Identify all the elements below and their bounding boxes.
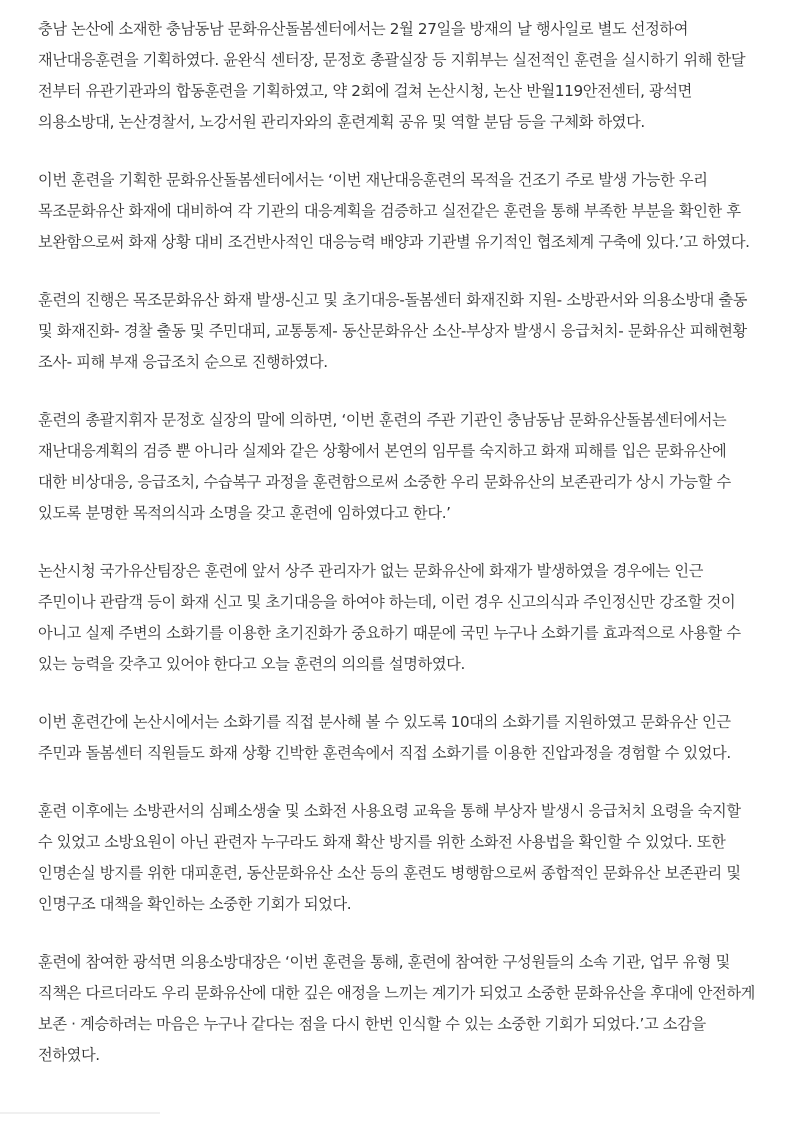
paragraph-1: 충남 논산에 소재한 충남동남 문화유산돌봄센터에서는 2월 27일을 방재의 날 행사일로 별도 선정하여 재난대응훈련을 기획하였다. 윤완식 센터장, 문정호 총괄실장 등 지휘부는 실전적인 훈련을 실시하기 위해 한달 전부터 유관기관과의 합동훈련을 기획하였고, 약 2회에 걸쳐 논산시청, 논산 반월119안전센터, 광석면 의용소방대, 논산경찰서, 노강서원 관리자와의 훈련계획 공유 및 역할 분담 등을 구체화 하였다. (38, 20, 746, 131)
paragraph-8: 훈련에 참여한 광석면 의용소방대장은 ‘이번 훈련을 통해, 훈련에 참여한 구성원들의 소속 기관, 업무 유형 및 직책은 다르더라도 우리 문화유산에 대한 깊은 애정을 느끼는 계기가 되었고 소중한 문화유산을 후대에 안전하게 보존 · 계승하려는 마음은 누구나 같다는 점을 다시 한번 인식할 수 있는 소중한 기회가 되었다.’고 소감을 전하였다. (38, 953, 755, 1064)
paragraph-5: 논산시청 국가유산팀장은 훈련에 앞서 상주 관리자가 없는 문화유산에 화재가 발생하였을 경우에는 인근 주민이나 관람객 등이 화재 신고 및 초기대응을 하여야 하는데, 이런 경우 신고의식과 주인정신만 강조할 것이 아니고 실제 주변의 소화기를 이용한 초기진화가 중요하기 때문에 국민 누구나 소화기를 효과적으로 사용할 수 있는 능력을 갖추고 있어야 한다고 오늘 훈련의 의의를 설명하였다. (38, 562, 741, 673)
paragraph-7: 훈련 이후에는 소방관서의 심폐소생술 및 소화전 사용요령 교육을 통해 부상자 발생시 응급처치 요령을 숙지할 수 있었고 소방요원이 아닌 관련자 누구라도 화재 확산 방지를 위한 소화전 사용법을 확인할 수 있었다. 또한 인명손실 방지를 위한 대피훈련, 동산문화유산 소산 등의 훈련도 병행함으로써 종합적인 문화유산 보존관리 및 인명구조 대책을 확인하는 소중한 기회가 되었다. (38, 802, 741, 913)
article-body (38, 14, 756, 1098)
paragraph-2: 이번 훈련을 기획한 문화유산돌봄센터에서는 ‘이번 재난대응훈련의 목적을 건조기 주로 발생 가능한 우리 목조문화유산 화재에 대비하여 각 기관의 대응계획을 검증하고 실전같은 훈련을 통해 부족한 부분을 확인한 후 보완함으로써 화재 상황 대비 조건반사적인 대응능력 배양과 기관별 유기적인 협조체계 구축에 있다.’고 하였다. (38, 171, 750, 251)
paragraph-6: 이번 훈련간에 논산시에서는 소화기를 직접 분사해 볼 수 있도록 10대의 소화기를 지원하였고 문화유산 인근 주민과 돌봄센터 직원들도 화재 상황 긴박한 훈련속에서 직접 소화기를 이용한 진압과정을 경험할 수 있었다. (38, 713, 731, 762)
paragraph-4: 훈련의 총괄지휘자 문정호 실장의 말에 의하면, ‘이번 훈련의 주관 기관인 충남동남 문화유산돌봄센터에서는 재난대응계획의 검증 뿐 아니라 실제와 같은 상황에서 본연의 임무를 숙지하고 화재 피해를 입은 문화유산에 대한 비상대응, 응급조치, 수습복구 과정을 훈련함으로써 소중한 우리 문화유산의 보존관리가 상시 가능할 수 있도록 분명한 목적의식과 소명을 갖고 훈련에 임하였다고 한다.’ (38, 411, 731, 522)
bottom-divider (0, 1112, 160, 1114)
paragraph-3: 훈련의 진행은 목조문화유산 화재 발생-신고 및 초기대응-돌봄센터 화재진화 지원- 소방관서와 의용소방대 출동 및 화재진화- 경찰 출동 및 주민대피, 교통통제- 동산문화유산 소산-부상자 발생시 응급처치- 문화유산 피해현황 조사- 피해 부재 응급조치 순으로 진행하였다. (38, 291, 748, 371)
